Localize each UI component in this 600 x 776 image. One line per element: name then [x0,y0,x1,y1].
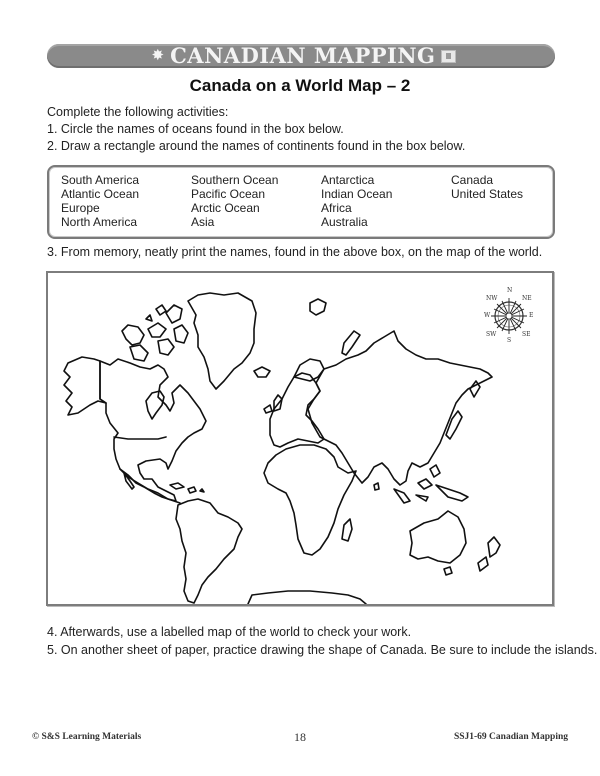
banner-title: CANADIAN MAPPING [170,43,436,68]
word-item: Indian Ocean [321,187,393,201]
north-america-outline [100,359,206,501]
compass-n-label: N [507,287,513,294]
us-canada-border [114,437,166,439]
instruction-step-1: 1. Circle the names of oceans found in the box below. [47,122,344,136]
japan-outline [446,411,462,439]
page-number: 18 [294,730,306,744]
world-map [46,271,554,606]
word-item: Europe [61,201,100,215]
compass-ne-label: NE [522,295,532,302]
instructions-intro: Complete the following activities: [47,105,229,119]
word-item: Southern Ocean [191,173,279,187]
hudson-bay-outline [146,391,164,419]
word-item: Australia [321,215,368,229]
novaya-zemlya [342,331,360,355]
compass-e-label: E [529,312,534,319]
word-item: Arctic Ocean [191,201,260,215]
word-item: South America [61,173,140,187]
compass-se-label: SE [522,331,531,338]
instruction-step-2: 2. Draw a rectangle around the names of continents found in the box below. [47,139,466,153]
kamchatka [470,381,480,397]
footer-copyright: © S&S Learning Materials [32,732,142,742]
compass-w-label: W [484,312,491,319]
compass-nw-label: NW [486,295,498,302]
instructions [47,104,465,155]
word-item: Antarctica [321,173,375,187]
flag-icon [441,50,456,63]
compass-s-label: S [507,337,512,344]
greenland-outline [188,293,256,389]
world-outline-map [48,273,552,604]
word-item: Pacific Ocean [191,187,266,201]
tasmania [444,567,452,575]
word-column-2 [191,173,321,229]
page-title: Canada on a World Map – 2 [189,76,411,95]
svalbard [310,299,326,315]
instruction-step-3: 3. From memory, neatly print the names, found in the above box, on the map of the world. [47,245,543,259]
compass-rose [484,285,534,347]
instruction-step-4: 4. Afterwards, use a labelled map of the world to check your work. [47,625,412,639]
madagascar [342,519,352,541]
word-box [47,165,555,239]
antarctica-outline [248,591,366,604]
new-zealand [478,537,500,571]
header-banner [47,44,555,68]
word-column-4 [451,173,561,201]
follow-up-steps [47,623,597,659]
word-item: Canada [451,173,494,187]
sri-lanka [374,483,379,490]
compass-sw-label: SW [486,331,497,338]
word-column-3 [321,173,451,229]
australia-outline [410,511,466,563]
word-column-1 [61,173,191,229]
word-item: Africa [321,201,352,215]
iceland-outline [254,367,270,377]
word-item: Atlantic Ocean [61,187,140,201]
word-item: North America [61,215,138,229]
maple-leaf-icon: ✸ [151,47,165,64]
page-footer [0,730,600,746]
footer-series: SSJ1-69 Canadian Mapping [453,732,568,742]
word-item: Asia [191,215,215,229]
indonesia-islands [394,465,468,503]
instruction-step-5: 5. On another sheet of paper, practice drawing the shape of Canada. Be sure to include the islands. [47,643,598,657]
arctic-islands [122,305,188,361]
caribbean-islands [170,483,204,493]
word-item: United States [451,187,524,201]
south-america-outline [176,499,242,603]
word-grid [61,173,561,229]
